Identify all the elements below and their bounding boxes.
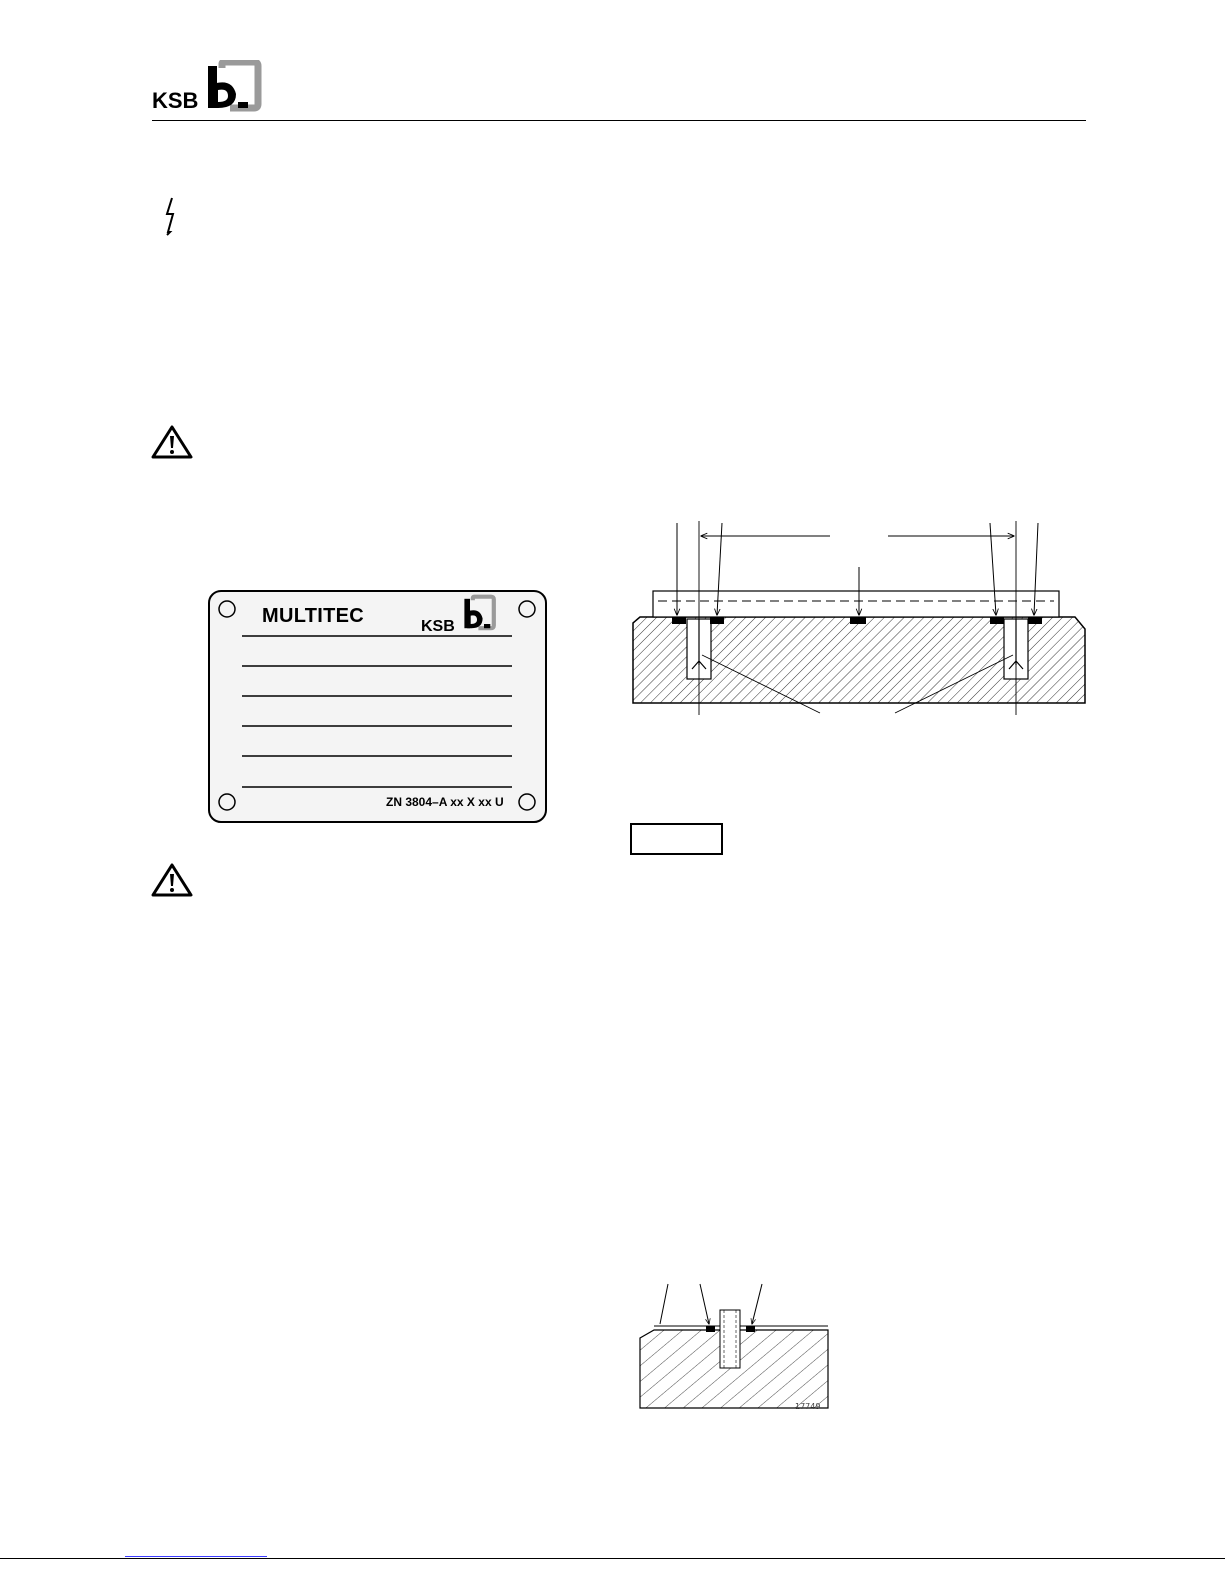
bolt <box>720 1310 740 1368</box>
ksb-logo-icon <box>208 62 258 108</box>
warning-triangle-icon <box>150 862 194 898</box>
shim-detail-drawing <box>630 1280 830 1415</box>
shim <box>1028 617 1042 624</box>
header-rule <box>152 120 1086 121</box>
label-box <box>630 823 723 855</box>
warning-triangle-icon <box>150 424 194 460</box>
shim <box>706 1326 715 1332</box>
nameplate-code: ZN 3804–A xx X xx U <box>386 795 504 809</box>
footer-link-underline[interactable] <box>125 1556 267 1557</box>
shim <box>746 1326 755 1332</box>
baseplate <box>653 591 1059 617</box>
shim <box>990 617 1004 624</box>
brand-text: KSB <box>152 88 199 113</box>
nameplate <box>208 590 548 824</box>
shim <box>710 617 724 624</box>
nameplate-product: MULTITEC <box>262 605 365 627</box>
drawing-reference: 17749 <box>795 1402 821 1411</box>
shim <box>672 617 686 624</box>
nameplate-brand: KSB <box>421 618 455 635</box>
electrical-hazard-icon <box>158 196 182 236</box>
shim <box>850 617 866 624</box>
ksb-logo <box>152 60 264 116</box>
footer-rule <box>0 1558 1225 1559</box>
baseplate-alignment-drawing <box>630 515 1090 720</box>
